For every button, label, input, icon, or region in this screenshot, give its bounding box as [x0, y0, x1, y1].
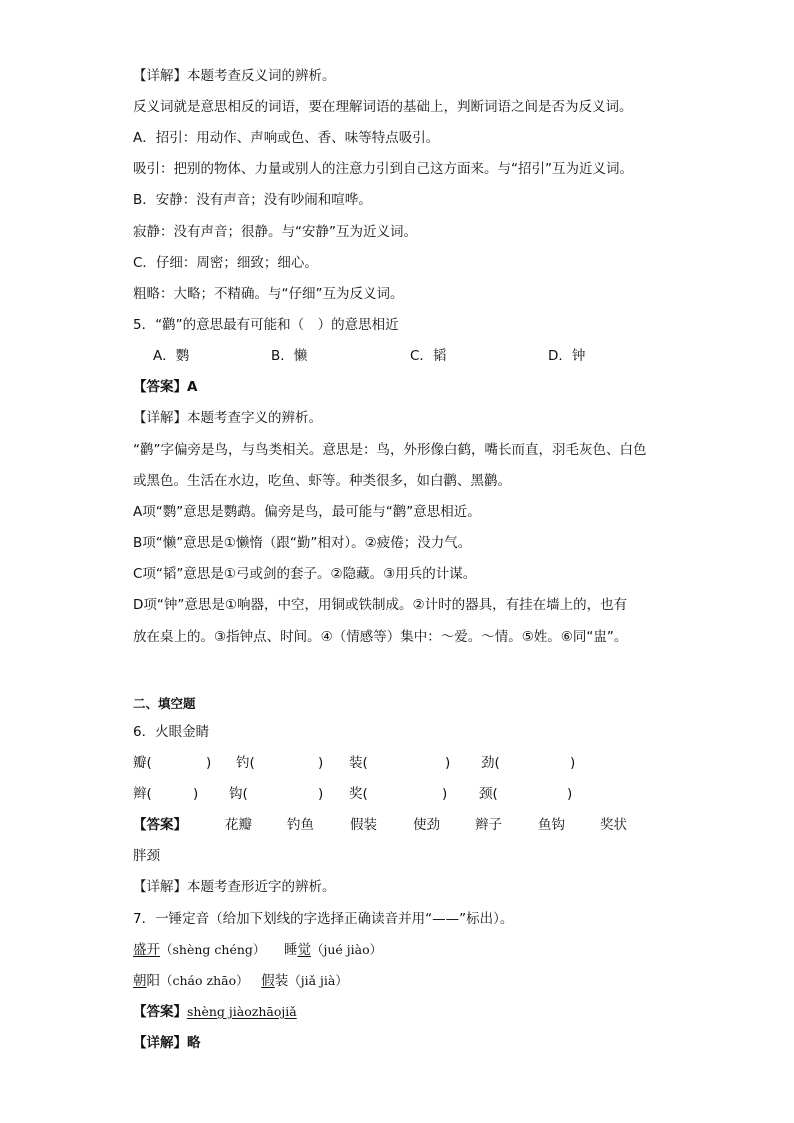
q6-answer-word: 使劲 [413, 817, 440, 833]
q5-answer: 【答案】A [133, 379, 198, 395]
text-line: C项“韬”意思是①弓或剑的套子。②隐藏。③用兵的计谋。 [133, 566, 477, 582]
text-line: 粗略：大略；不精确。与“仔细”互为反义词。 [133, 286, 404, 302]
q6-char-1: 瓣( [133, 755, 152, 771]
q5-option-d: D．钟 [548, 348, 586, 364]
q6-char-5: 辫( [133, 786, 152, 802]
q6-paren: ) [570, 755, 576, 771]
q6-paren: ) [445, 755, 451, 771]
question-7: 7．一锤定音（给加下划线的字选择正确读音并用“——”标出）。 [133, 911, 514, 927]
q6-paren: ) [206, 755, 212, 771]
q6-char-7: 奖( [349, 786, 368, 802]
q6-answer-word: 奖状 [600, 817, 627, 833]
q6-paren: ) [318, 755, 324, 771]
q6-paren: ) [567, 786, 573, 802]
q7-word-2: 睡觉 [283, 942, 311, 958]
q7-answer-value: shèng jiàozhāojiǎ [187, 1004, 297, 1019]
q6-char-3: 装( [349, 755, 368, 771]
q7-answer-label: 【答案】 [133, 1004, 187, 1020]
question-5: 5．“鹳”的意思最有可能和（ ）的意思相近 [133, 317, 399, 333]
q6-answer-continued: 胖颈 [133, 848, 160, 864]
q7-pinyin-4: （jiǎ jià） [288, 973, 348, 988]
text-line: A．招引：用动作、声响或色、香、味等特点吸引。 [133, 130, 440, 146]
q7-word-4-underlined: 假 [261, 973, 275, 989]
text-line: 【详解】本题考查形近字的辨析。 [133, 879, 336, 895]
text-line: “鹳”字偏旁是鸟，与鸟类相关。意思是：鸟，外形像白鹤，嘴长而直，羽毛灰色、白色 [133, 442, 647, 458]
q6-char-2: 钓( [236, 755, 255, 771]
text-line: C．仔细：周密；细致；细心。 [133, 255, 318, 271]
q6-char-6: 钩( [229, 786, 248, 802]
text-line: 或黑色。生活在水边，吃鱼、虾等。种类很多，如白鹳、黑鹳。 [133, 473, 511, 489]
text-line: D项“钟”意思是①响器，中空，用铜或铁制成。②计时的器具，有挂在墙上的，也有 [133, 597, 628, 613]
q6-answer-label: 【答案】 [133, 817, 187, 833]
q5-option-c: C．韬 [410, 348, 447, 364]
question-6: 6．火眼金睛 [133, 724, 210, 740]
text-line: 寂静：没有声音；很静。与“安静”互为近义词。 [133, 224, 417, 240]
q5-option-a: A．鹦 [153, 348, 190, 364]
q7-pinyin-1: （shèng chéng） [160, 942, 266, 957]
q7-answer-row [133, 1002, 674, 1022]
q6-answer-word: 假装 [350, 817, 377, 833]
text-line: B项“懒”意思是①懒惰（跟“勤”相对）。②疲倦；没力气。 [133, 535, 472, 551]
q6-paren: ) [442, 786, 448, 802]
q7-pinyin-2: （jué jiào） [310, 942, 383, 957]
text-line: 吸引：把别的物体、力量或别人的注意力引到自己这方面来。与“招引”互为近义词。 [133, 161, 633, 177]
q7-word-3: 朝阳 [133, 973, 160, 989]
q6-answer-word: 辫子 [475, 817, 502, 833]
text-line: B．安静：没有声音；没有吵闹和喧哗。 [133, 192, 372, 208]
q6-paren: ) [318, 786, 324, 802]
section-heading: 二、填空题 [133, 696, 196, 711]
text-line: 放在桌上的。③指钟点、时间。④（情感等）集中：～爱。～情。⑤姓。⑥同“盅”。 [133, 629, 628, 645]
q6-answer-word: 鱼钩 [538, 817, 565, 833]
q7-pinyin-3: （cháo zhāo） [160, 973, 249, 988]
text-line: 【详解】本题考查字义的辨析。 [133, 410, 322, 426]
q7-row-2 [133, 971, 674, 991]
q6-answer-word: 花瓣 [225, 817, 252, 833]
q6-char-4: 劲( [481, 755, 500, 771]
q7-word-4: 假装 [261, 973, 289, 989]
q7-word-3-underlined: 朝 [133, 973, 147, 989]
text-line: 反义词就是意思相反的词语，要在理解词语的基础上，判断词语之间是否为反义词。 [133, 99, 633, 115]
q7-word-2-underlined: 觉 [297, 942, 311, 958]
q7-explanation: 【详解】略 [133, 1035, 201, 1051]
q6-answer-word: 钓鱼 [287, 817, 314, 833]
text-line: A项“鹦”意思是鹦鹉。偏旁是鸟，最可能与“鹳”意思相近。 [133, 504, 481, 520]
q6-char-8: 颈( [479, 786, 498, 802]
q7-word-1: 盛开 [133, 942, 160, 958]
q6-paren: ) [193, 786, 199, 802]
q5-option-b: B．懒 [271, 348, 308, 364]
q7-row-1 [133, 940, 674, 960]
text-line: 【详解】本题考查反义词的辨析。 [133, 68, 336, 84]
